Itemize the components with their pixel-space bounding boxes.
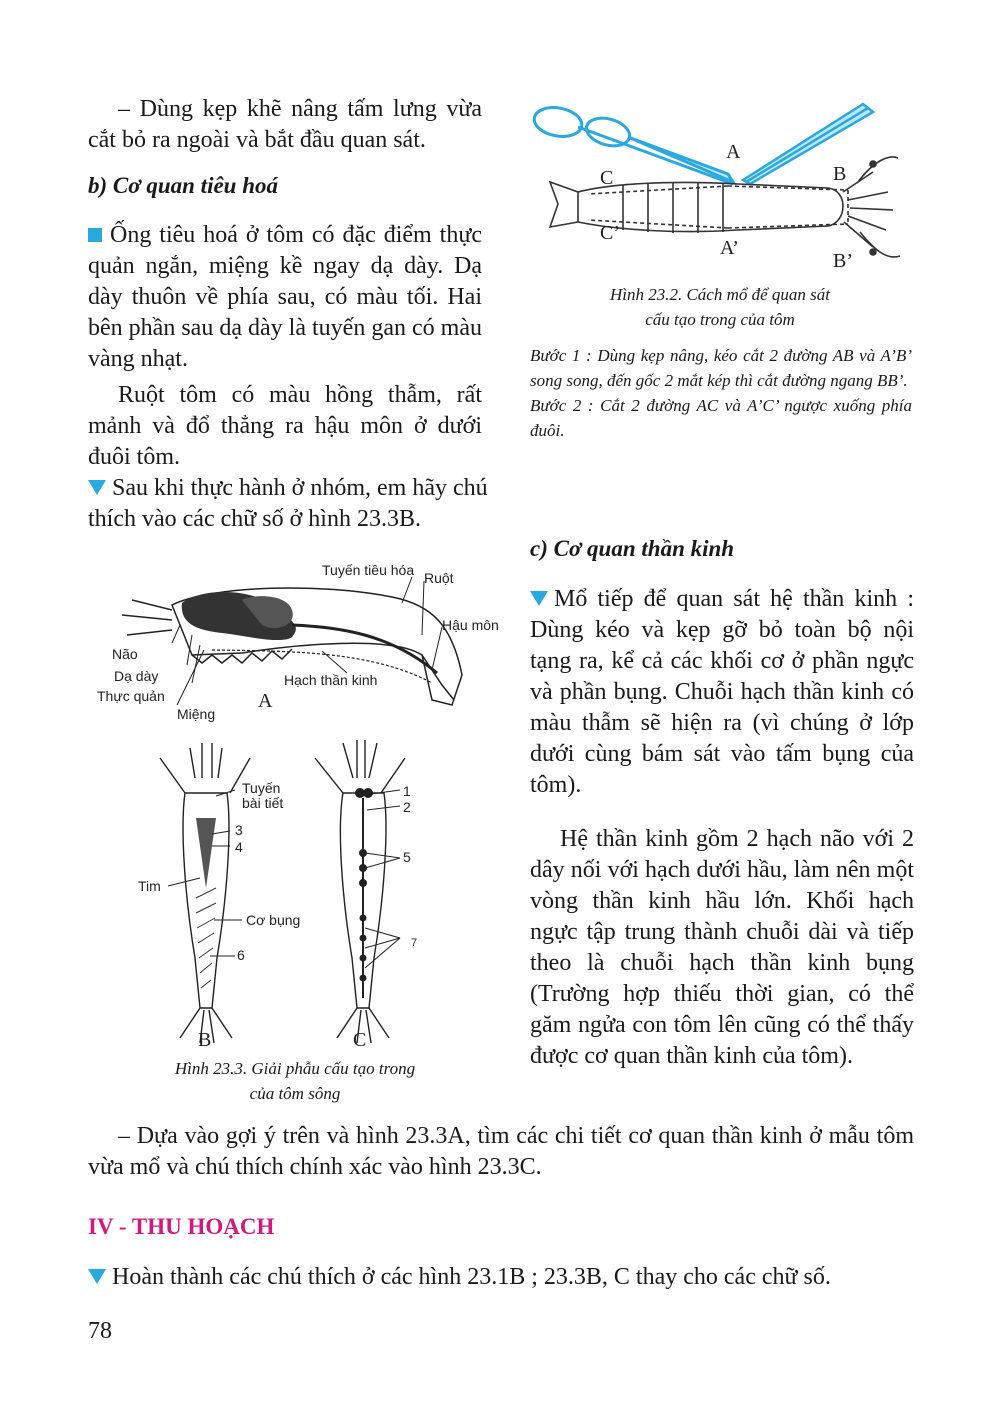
paragraph-lift-plate: – Dùng kẹp khẽ nâng tấm lưng vừa cắt bỏ ra ngoài và bắt đầu quan sát. bbox=[88, 96, 482, 153]
label-B: B bbox=[833, 163, 847, 185]
paragraph-intestine: Ruột tôm có màu hồng thẫm, rất mảnh và đổ thẳng ra hậu môn ở dưới đuôi tôm. bbox=[88, 382, 482, 470]
paragraph-digestive: Ống tiêu hoá ở tôm có đặc điểm thực quản ngắn, miệng kề ngay dạ dày. Dạ dày thuôn về phía sau, có màu tối. Hai bên phần sau dạ dày là tuyến gan có màu vàng nhạt. bbox=[88, 222, 482, 372]
nerve-chain-c bbox=[356, 789, 372, 998]
scissors-icon bbox=[532, 104, 733, 184]
label-mieng: Miệng bbox=[177, 706, 216, 722]
abdominal-muscle-hatch bbox=[196, 888, 216, 988]
heart-shape bbox=[196, 818, 216, 888]
label-nao: Não bbox=[112, 646, 138, 662]
label-da-day: Dạ dày bbox=[114, 668, 159, 684]
label-C: C bbox=[353, 1029, 367, 1050]
label-tuyen: Tuyến bbox=[242, 780, 281, 796]
paragraph-nervous-dissect: Mổ tiếp để quan sát hệ thần kinh : Dùng kéo và kẹp gỡ bỏ toàn bộ nội tạng ra, kể cả các khối cơ ở phần ngực và phần bụng. Chuỗi hạch thần kinh có màu thẫm sẽ hiện ra (vì chúng ở lớp dưới cùng bám sát vào tấm bụng của tôm). bbox=[530, 586, 914, 798]
heading-harvest: IV - THU HOẠCH bbox=[88, 1214, 275, 1239]
label-number-4: 4 bbox=[235, 839, 243, 855]
intestine-line bbox=[292, 625, 437, 673]
label-ruot: Ruột bbox=[424, 570, 454, 586]
triangle-bullet-icon bbox=[530, 591, 548, 606]
label-tim: Tim bbox=[138, 878, 161, 894]
label-number-1: 1 bbox=[403, 783, 411, 799]
label-number-2: 2 bbox=[403, 799, 411, 815]
label-number-7: 7 bbox=[411, 937, 418, 949]
label-A-prime: A’ bbox=[720, 237, 739, 259]
figure-23-3c-nervous-view bbox=[305, 738, 465, 1050]
square-bullet-icon bbox=[88, 228, 102, 242]
step-2: Bước 2 : Cắt 2 đường AC và A’C’ ngược xuống phía đuôi. bbox=[530, 396, 912, 440]
shrimp-dorsal-outline-c bbox=[315, 740, 405, 1043]
label-bai-tiet: bài tiết bbox=[242, 795, 284, 811]
figure-23-2-steps bbox=[530, 343, 912, 443]
digestive-gland-shape bbox=[182, 592, 296, 640]
label-A: A bbox=[726, 141, 741, 163]
figure-23-2-caption: Hình 23.2. Cách mổ để quan sát cấu tạo trong của tôm bbox=[609, 285, 831, 329]
label-C-prime: C’ bbox=[600, 222, 620, 244]
paragraph-nervous-system: Hệ thần kinh gồm 2 hạch não với 2 dây nối với hạch dưới hầu, làm nên một vòng thần kinh hầu lớn. Khối hạch ngực tập trung thành chuỗi dài và tiếp theo là chuỗi hạch thần kinh bụng (Trường hợp thiếu thời gian, có thể găm ngửa con tôm lên cũng có thể thấy được cơ quan thần kinh của tôm). bbox=[530, 826, 914, 1069]
label-thuc-quan: Thực quản bbox=[97, 688, 165, 704]
triangle-bullet-icon bbox=[88, 1269, 106, 1284]
label-B-prime: B’ bbox=[833, 250, 853, 272]
label-tuyen-tieu-hoa: Tuyến tiêu hóa bbox=[322, 562, 415, 578]
page-number: 78 bbox=[88, 1318, 112, 1344]
paragraph-task-233c: – Dựa vào gợi ý trên và hình 23.3A, tìm các chi tiết cơ quan thần kinh ở mẫu tôm vừa mổ và chú thích chính xác vào hình 23.3C. bbox=[88, 1123, 914, 1180]
triangle-bullet-icon bbox=[88, 480, 106, 495]
label-hach-than-kinh: Hạch thần kinh bbox=[284, 672, 378, 688]
label-number-3: 3 bbox=[235, 822, 243, 838]
figure-23-2-dissection bbox=[528, 92, 918, 277]
label-hau-mon: Hậu môn bbox=[442, 617, 499, 633]
figure-23-3b-dorsal-view bbox=[130, 738, 330, 1050]
heading-digestive: b) Cơ quan tiêu hoá bbox=[88, 173, 278, 198]
paragraph-complete-labels: Hoàn thành các chú thích ở các hình 23.1B ; 23.3B, C thay cho các chữ số. bbox=[88, 1262, 914, 1293]
label-C: C bbox=[600, 167, 614, 189]
label-number-6: 6 bbox=[237, 947, 245, 963]
paragraph-task-233b: Sau khi thực hành ở nhóm, em hãy chú thích vào các chữ số ở hình 23.3B. bbox=[88, 475, 488, 532]
figure-23-3-caption: Hình 23.3. Giải phẫu cấu tạo trong của tôm sông bbox=[174, 1059, 416, 1103]
label-B: B bbox=[198, 1029, 212, 1050]
heading-nervous: c) Cơ quan thần kinh bbox=[530, 536, 735, 561]
label-A: A bbox=[258, 690, 273, 712]
step-1: Bước 1 : Dùng kẹp nâng, kéo cắt 2 đường AB và A’B’ song song, đến gốc 2 mắt kép thì cắt đường ngang BB’. bbox=[530, 346, 912, 390]
label-co-bung: Cơ bụng bbox=[246, 912, 301, 928]
label-number-5: 5 bbox=[403, 849, 411, 865]
tweezers-icon bbox=[743, 104, 873, 184]
figure-23-3a-side-view bbox=[92, 555, 512, 725]
